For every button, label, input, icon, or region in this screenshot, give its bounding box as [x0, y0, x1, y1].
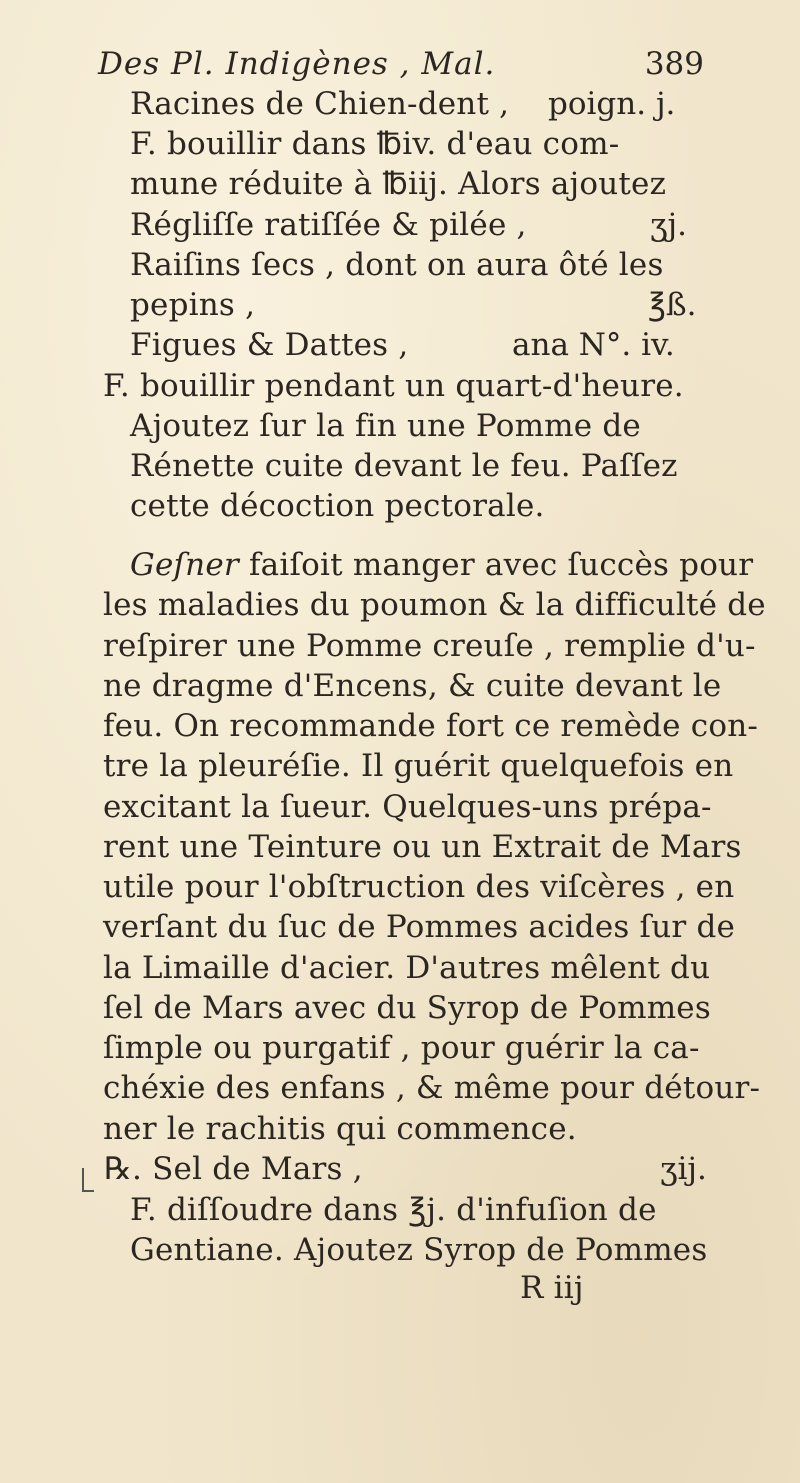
recipe1-line-5: Raiſins ſecs , dont on aura ôté les — [130, 247, 664, 283]
recipe1-quantity-4: ʒj. — [650, 207, 687, 243]
recipe1-line-8: F. bouillir pendant un quart-d'heure. — [103, 368, 684, 404]
recipe1-line-10: Rénette cuite devant le feu. Paſſez — [130, 448, 678, 484]
paragraph-line-4: ne dragme d'Encens, & cuite devant le — [103, 668, 722, 704]
recipe1-line-3: mune réduite à ℔iij. Alors ajoutez — [130, 166, 667, 202]
paragraph-line-7: excitant la ſueur. Quelques-uns prépa- — [103, 789, 712, 825]
paragraph-line-11: la Limaille d'acier. D'autres mêlent du — [103, 950, 711, 986]
recipe1-line-11: cette décoction pectorale. — [130, 488, 545, 524]
paragraph-line-6: tre la pleuréſie. Il guérit quelquefois en — [103, 748, 734, 784]
paragraph-line-2: les maladies du poumon & la difficulté de — [103, 587, 766, 623]
recipe2-line-1: ℞. Sel de Mars , — [104, 1151, 363, 1187]
paragraph-line-12: ſel de Mars avec du Syrop de Pommes — [103, 990, 711, 1026]
recipe1-quantity-7: ana N°. iv. — [512, 327, 675, 363]
recipe1-line-7: Figues & Dattes , — [130, 327, 409, 363]
paragraph-line-1-text: faiſoit manger avec ſuccès pour — [248, 547, 754, 583]
recipe1-line-6: pepins , — [130, 287, 256, 323]
paragraph-line-15: ner le rachitis qui commence. — [103, 1111, 577, 1147]
paragraph-line-8: rent une Teinture ou un Extrait de Mars — [103, 829, 742, 865]
margin-bracket-mark — [82, 1168, 94, 1192]
recipe1-line-9: Ajoutez ſur la fin une Pomme de — [130, 408, 641, 444]
paragraph-line-10: verſant du ſuc de Pommes acides ſur de — [103, 909, 736, 945]
paragraph-line-3: reſpirer une Pomme creuſe , remplie d'u- — [103, 628, 756, 664]
signature-mark: R iij — [520, 1270, 584, 1306]
recipe1-line-2: F. bouillir dans ℔iv. d'eau com- — [130, 126, 620, 162]
page-number: 389 — [644, 46, 704, 82]
paragraph-line-14: chéxie des enfans , & même pour détour- — [103, 1070, 761, 1106]
recipe1-line-4: Régliſſe ratiſſée & pilée , — [130, 207, 527, 243]
paragraph-line-5: feu. On recommande fort ce remède con- — [103, 708, 759, 744]
recipe2-line-2: F. diſſoudre dans ℥j. d'infuſion de — [130, 1192, 657, 1228]
recipe1-quantity-6: ℥ß. — [648, 287, 697, 323]
author-name: Geſner — [130, 547, 239, 583]
paragraph-line-1 — [130, 545, 753, 585]
recipe2-quantity-1: ʒij. — [660, 1151, 707, 1187]
recipe2-line-3: Gentiane. Ajoutez Syrop de Pommes — [130, 1232, 708, 1268]
recipe1-quantity-1: poign. j. — [548, 86, 676, 122]
paragraph-line-9: utile pour l'obſtruction des viſcères , en — [103, 869, 735, 905]
running-head — [98, 44, 704, 84]
recipe1-line-1: Racines de Chien-dent , — [130, 86, 510, 122]
paragraph-line-13: ſimple ou purgatif , pour guérir la ca- — [103, 1030, 700, 1066]
running-head-title: Des Pl. Indigènes , Mal. — [98, 46, 496, 82]
